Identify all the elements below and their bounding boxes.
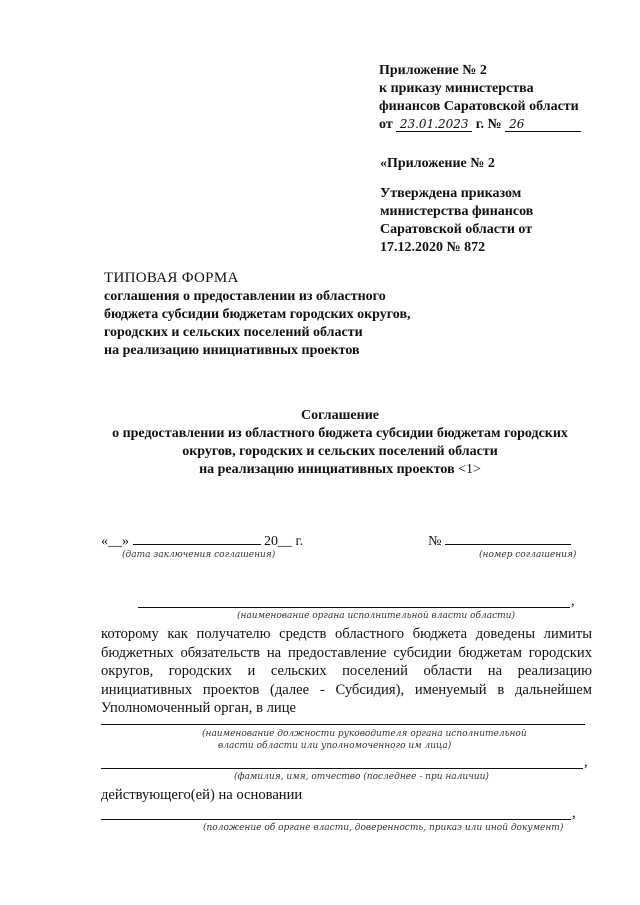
appendix-header: [379, 62, 619, 134]
fio-comma: ,: [584, 754, 588, 770]
date-hint: (дата заключения соглашения): [122, 550, 276, 560]
form-title: ТИПОВАЯ ФОРМА: [104, 270, 239, 286]
position-field[interactable]: [101, 724, 585, 725]
agreement-line-2: округов, городских и сельских поселений области: [182, 444, 498, 459]
date-month-field[interactable]: [133, 532, 261, 545]
agreement-line-3: [80, 461, 600, 479]
appendix-ministry: финансов Саратовской области: [379, 99, 579, 114]
approval-line-1: Утверждена приказом: [380, 186, 522, 201]
position-hint-2: власти области или уполномоченного им лица): [218, 741, 452, 751]
body-text: которому как получателю средств областного бюджета доведены лимиты бюджетных обязательств на предоставление субсидии бюджетам городских округов, городских и сельских поселений области на реализацию инициативных проектов (далее - Субсидия), именуемый в дальнейшем Уполномоченный орган, в лице: [101, 626, 592, 716]
number-sign: №: [428, 534, 442, 549]
agreement-heading: [80, 407, 600, 479]
number-hint: (номер соглашения): [479, 550, 577, 560]
date-number-row: [101, 532, 581, 551]
date-prefix: от: [379, 117, 393, 132]
handwritten-date: 23.01.2023: [396, 117, 472, 132]
form-description: [104, 288, 464, 360]
organ-comma: ,: [571, 593, 575, 609]
appendix-number: Приложение № 2: [379, 63, 487, 78]
inner-appendix-number: «Приложение № 2: [380, 156, 495, 171]
form-desc-line-3: городских и сельских поселений области: [104, 325, 363, 340]
date-year-field[interactable]: 20__ г.: [264, 534, 304, 549]
organ-name-field[interactable]: [138, 607, 570, 608]
handwritten-number: 26: [505, 117, 581, 132]
position-hint-1: (наименование должности руководителя органа исполнительной: [202, 729, 527, 739]
body-paragraph: [101, 625, 592, 718]
fio-hint: (фамилия, имя, отчество (последнее - при наличии): [234, 772, 489, 782]
approval-block: [380, 185, 620, 257]
number-label: г. №: [475, 117, 502, 132]
approval-line-3: Саратовской области от: [380, 222, 533, 237]
form-desc-line-2: бюджета субсидии бюджетам городских округов,: [104, 307, 411, 322]
appendix-order-ref: к приказу министерства: [379, 81, 534, 96]
approval-line-2: министерства финансов: [380, 204, 534, 219]
inner-appendix-header: [380, 155, 620, 173]
agreement-line-1: о предоставлении из областного бюджета субсидии бюджетам городских: [112, 426, 568, 441]
form-desc-line-1: соглашения о предоставлении из областного: [104, 289, 386, 304]
basis-comma: ,: [572, 805, 576, 821]
agreement-number-field[interactable]: [445, 532, 571, 545]
agreement-title: Соглашение: [301, 408, 379, 423]
appendix-date-line: [379, 116, 619, 134]
organ-hint: (наименование органа исполнительной власти области): [237, 611, 515, 621]
basis-label: действующего(ей) на основании: [101, 787, 303, 803]
date-day-field[interactable]: «__»: [101, 534, 129, 549]
basis-hint: (положение об органе власти, доверенность, приказ или иной документ): [203, 823, 564, 833]
form-desc-line-4: на реализацию инициативных проектов: [104, 343, 360, 358]
fio-field[interactable]: [101, 768, 583, 769]
basis-field[interactable]: [101, 819, 571, 820]
agreement-line-3-text: на реализацию инициативных проектов: [199, 462, 455, 477]
approval-line-4: 17.12.2020 № 872: [380, 240, 486, 255]
footnote-ref: <1>: [458, 462, 481, 477]
